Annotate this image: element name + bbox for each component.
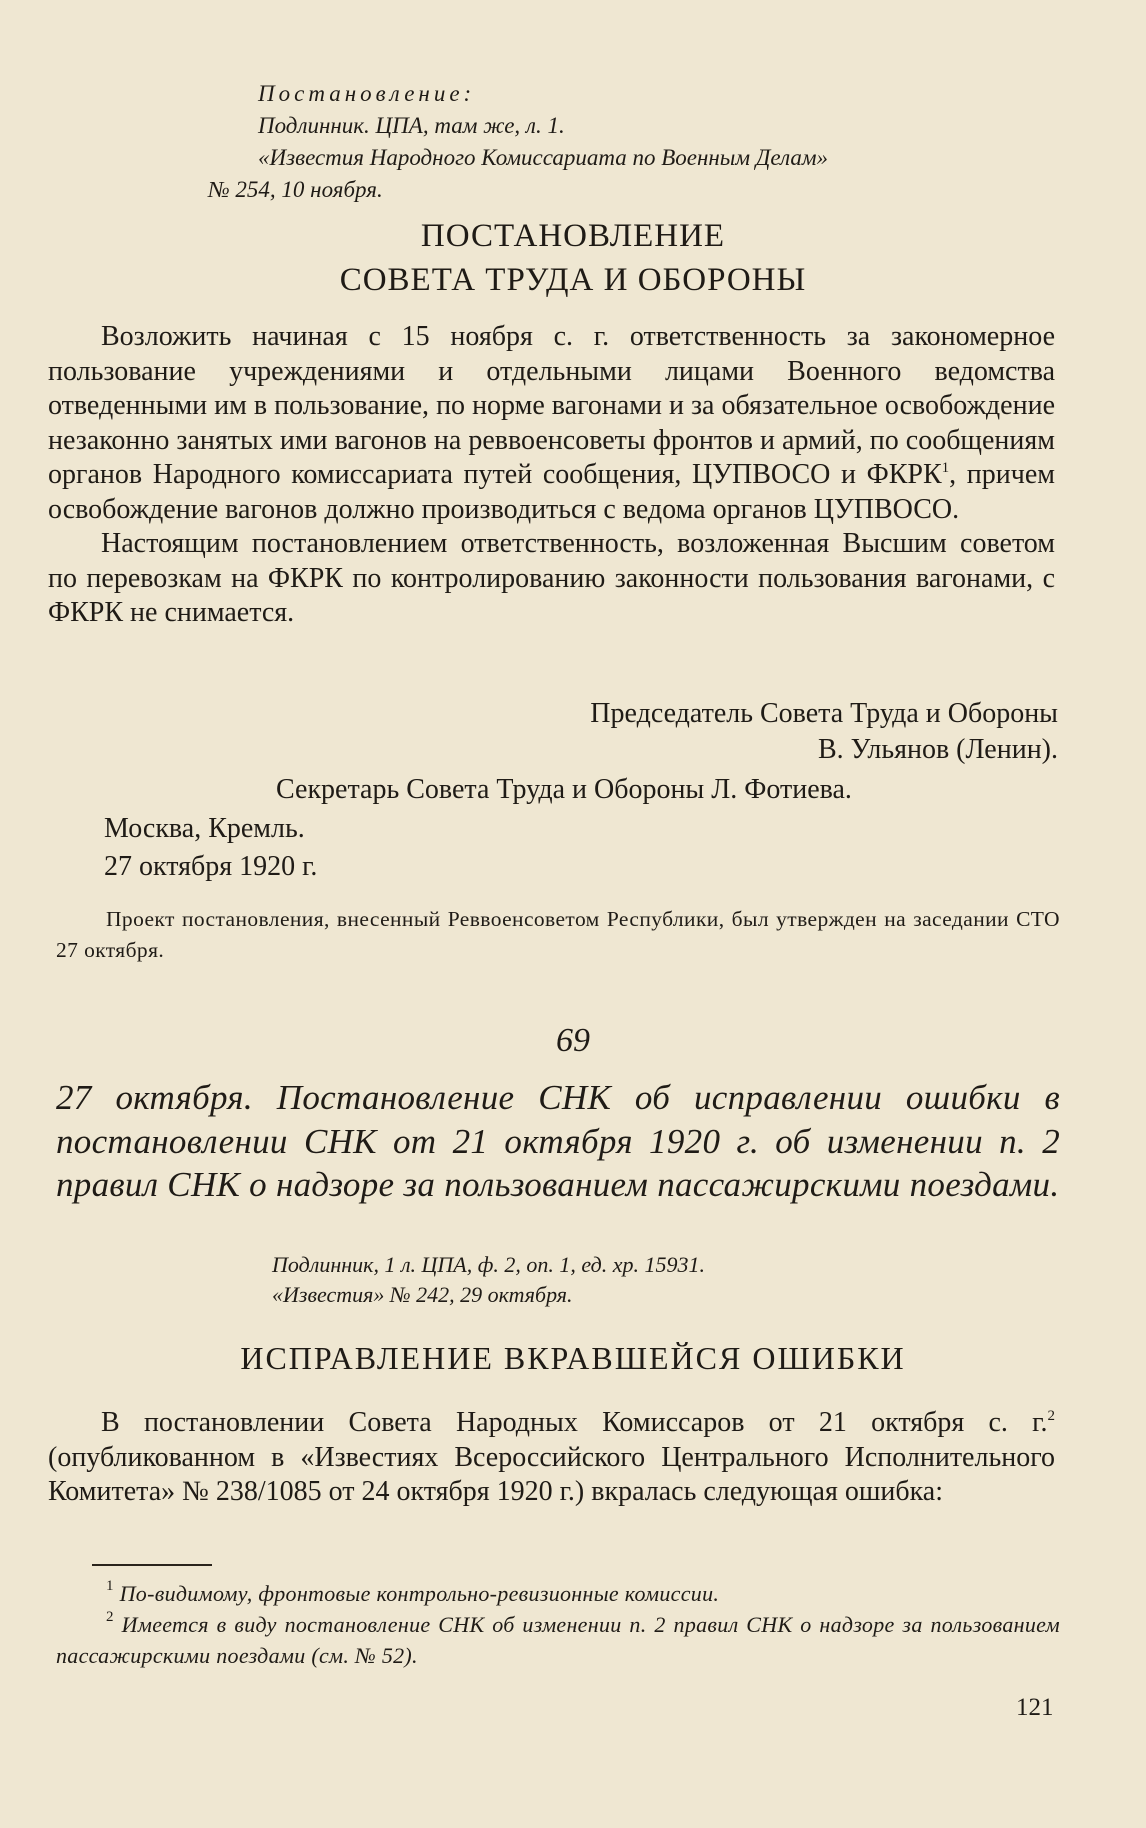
source-line-1: Подлинник. ЦПА, там же, л. 1. (258, 113, 565, 138)
source-block (208, 78, 829, 206)
source-line-3: № 254, 10 ноября. (208, 177, 383, 202)
footnote-1 (56, 1578, 1060, 1609)
source2-line-1: Подлинник, 1 л. ЦПА, ф. 2, оп. 1, ед. хр. 15931. (272, 1252, 705, 1277)
footnote-1-text: По-видимому, фронтовые контрольно-ревизионные комиссии. (113, 1581, 720, 1606)
chair-name: В. Ульянов (Ленин). (818, 734, 1058, 765)
decree-paragraph-2: Настоящим постановлением ответственность, возложенная Высшим советом по перевозкам на ФКРК по контролированию законности пользования вагонами, с ФКРК не снимается. (48, 528, 1055, 628)
source-line-2: «Известия Народного Комиссариата по Военным Делам» (258, 145, 829, 170)
decree-body (48, 320, 1055, 631)
chair-signature (590, 696, 1058, 768)
page-number: 121 (1016, 1694, 1054, 1721)
footnote-ref-1: 1 (941, 460, 950, 476)
footnote-2-text: Имеется в виду постановление СНК об изменении п. 2 правил СНК о надзоре за пользованием пассажирскими поездами (см. № 52). (56, 1612, 1060, 1668)
source-block-2 (272, 1250, 705, 1310)
editorial-note-text: Проект постановления, внесенный Реввоенсоветом Республики, был утвержден на заседании СТО 27 октября. (56, 907, 1060, 962)
decree-paragraph-1-text: Возложить начиная с 15 ноября с. г. ответственность за закономерное пользование учреждениями и отдельными лицами Военного ведомства отведенными им в пользование, по норме вагонами и за обязательное освобождение незаконно занятых ими вагонов на реввоенсоветы фронтов и армий, по сообщениям органов Народного комиссариата путей сообщения, ЦУПВОСО и ФКРК (48, 321, 1055, 490)
correction-paragraph-text: В постановлении Совета Народных Комиссаров от 21 октября с. г. (101, 1407, 1048, 1438)
editorial-note (56, 904, 1060, 966)
place-date (104, 810, 317, 886)
decree-paragraph-1 (48, 320, 1055, 527)
footnote-2-number: 2 (106, 1609, 114, 1625)
date: 27 октября 1920 г. (104, 851, 318, 882)
footnotes (56, 1578, 1060, 1671)
footnote-2 (56, 1609, 1060, 1671)
correction-paragraph (48, 1406, 1055, 1510)
source2-line-2: «Известия» № 242, 29 октября. (272, 1282, 573, 1307)
decree-paragraph-1-text-cont: , причем освобождение вагонов должно производиться с ведома органов ЦУПВОСО. (48, 459, 1056, 525)
decree-title-line-2: СОВЕТА ТРУДА И ОБОРОНЫ (339, 262, 807, 298)
chair-title: Председатель Совета Труда и Обороны (590, 698, 1058, 729)
decree-title (0, 214, 1146, 302)
correction-title: ИСПРАВЛЕНИЕ ВКРАВШЕЙСЯ ОШИБКИ (240, 1340, 906, 1376)
footnote-ref-2: 2 (1047, 1408, 1055, 1424)
correction-paragraph-text-cont: (опубликованном в «Известиях Всероссийского Центрального Исполнительного Комитета» № 238/1085 от 24 октября 1920 г.) вкралась следующая ошибка: (48, 1441, 1055, 1507)
correction-body (48, 1406, 1055, 1510)
document-heading: 27 октября. Постановление СНК об исправлении ошибки в постановлении СНК от 21 октября 1920 г. об изменении п. 2 правил СНК о надзоре за пользованием пассажирскими поездами. (56, 1078, 1060, 1204)
footnote-1-number: 1 (106, 1578, 114, 1594)
decree-title-line-1: ПОСТАНОВЛЕНИЕ (420, 218, 726, 254)
footnote-divider (92, 1564, 212, 1566)
secretary-signature: Секретарь Совета Труда и Обороны Л. Фотиева. (276, 774, 852, 805)
place: Москва, Кремль. (104, 813, 305, 844)
document-number: 69 (556, 1022, 590, 1059)
source-label: Постановление: (258, 81, 476, 106)
